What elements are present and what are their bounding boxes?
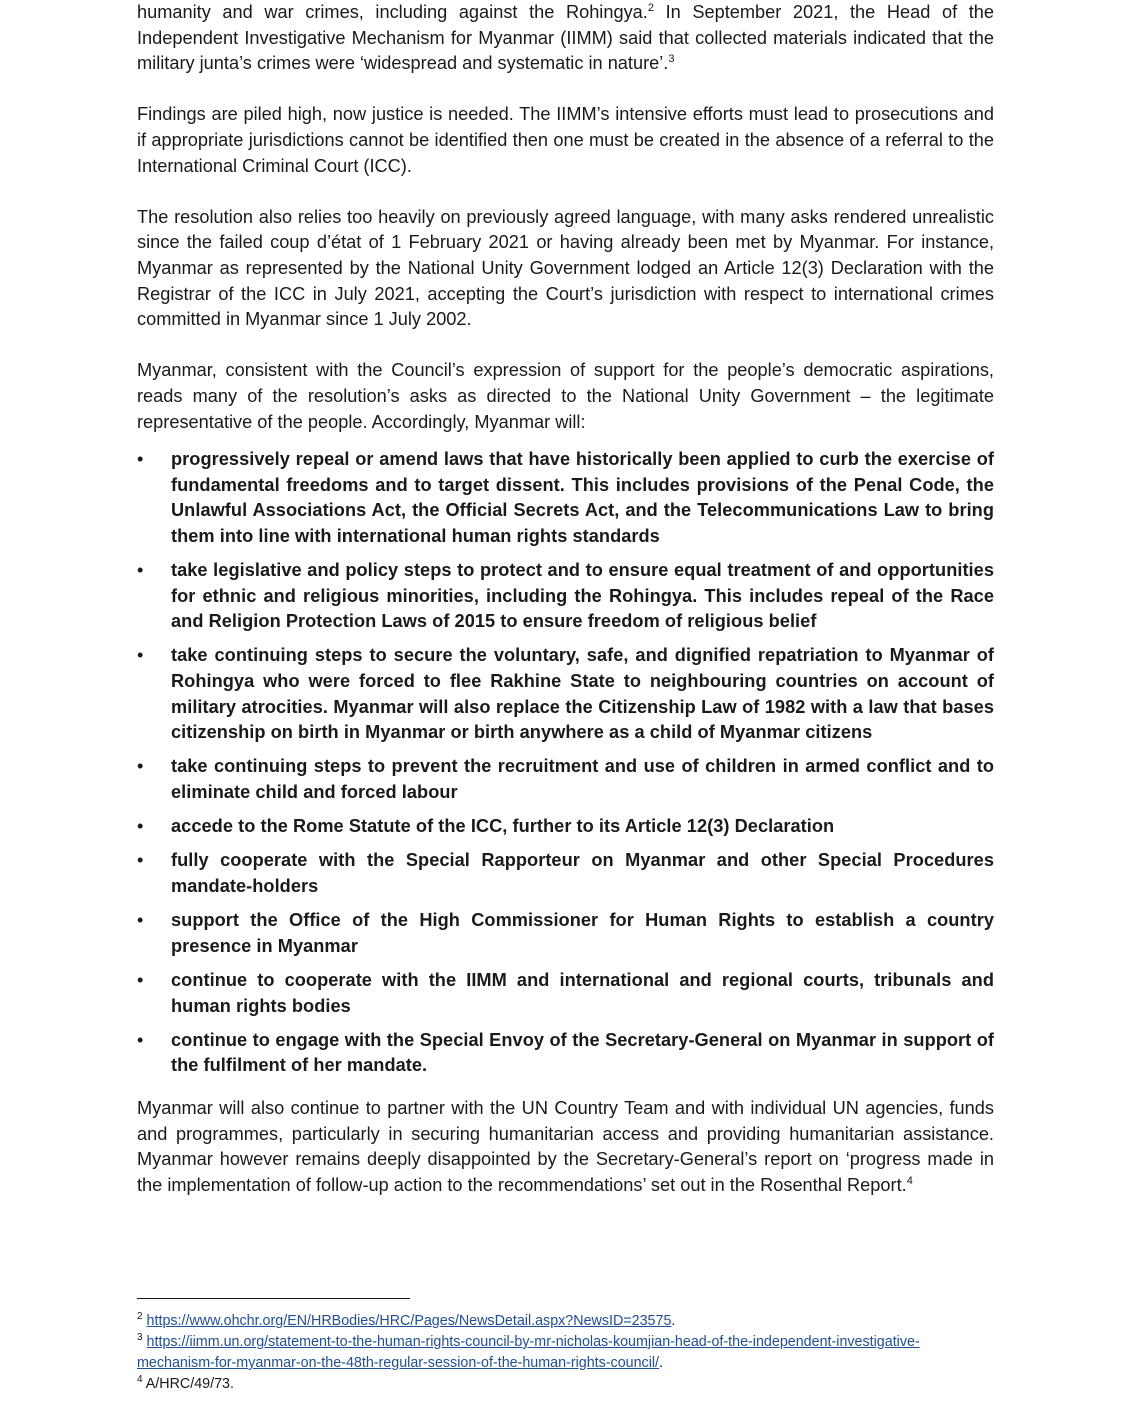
- paragraph-3: The resolution also relies too heavily on previously agreed language, with many asks rendered unrealistic since the failed coup d’état of 1 February 2021 or having already been met by Myanmar. For instance, Myanmar as represented by the National Unity Government lodged an Article 12(3) Declaration with the Registrar of the ICC in July 2021, accepting the Court’s jurisdiction with respect to international crimes committed in Myanmar since 1 July 2002.: [137, 206, 994, 330]
- list-item: [137, 848, 994, 899]
- bullet-icon: •: [137, 1029, 144, 1050]
- list-item: [137, 754, 994, 805]
- list-item: [137, 643, 994, 745]
- list-item-text: support the Office of the High Commissioner for Human Rights to establish a country presence in Myanmar: [171, 910, 994, 956]
- footnotes: [137, 1298, 997, 1395]
- list-item: [137, 908, 994, 959]
- list-item: [137, 447, 994, 549]
- list-item: [137, 558, 994, 635]
- list-item-text: accede to the Rome Statute of the ICC, further to its Article 12(3) Declaration: [171, 816, 835, 837]
- footnote-divider: [137, 1298, 410, 1299]
- paragraph-2: Findings are piled high, now justice is needed. The IIMM’s intensive efforts must lead to prosecutions and if appropriate jurisdictions cannot be identified then one must be created in the absence of a referral to the International Criminal Court (ICC).: [137, 104, 994, 176]
- bullet-icon: •: [137, 560, 144, 581]
- list-item: [137, 968, 994, 1019]
- footnote-number: 2: [137, 1311, 143, 1323]
- asks-list: [137, 447, 994, 1079]
- footnote-3-link[interactable]: https://iimm.un.org/statement-to-the-human-rights-council-by-mr-nicholas-koumjian-head-of-the-independent-investigative-mechanism-for-myanmar-on-the-48th-regular-session-of-the-human-rights-council/: [137, 1334, 920, 1371]
- footnote-2-tail: .: [671, 1313, 676, 1329]
- list-item-text: continue to cooperate with the IIMM and international and regional courts, tribunals and human rights bodies: [171, 969, 994, 1016]
- footnote-4-text: A/HRC/49/73.: [145, 1376, 234, 1392]
- list-item-text: take legislative and policy steps to protect and to ensure equal treatment of and opportunities for ethnic and religious minorities, including the Rohingya. This includes repeal of the Race and Religion Protection Laws of 2015 to ensure freedom of religious belief: [171, 560, 994, 632]
- paragraph-5: [137, 1096, 994, 1198]
- footnote-2: [137, 1311, 997, 1332]
- paragraph-1: [137, 0, 994, 77]
- list-item-text: continue to engage with the Special Envoy of the Secretary-General on Myanmar in support of the fulfilment of her mandate.: [171, 1029, 994, 1076]
- list-item-text: fully cooperate with the Special Rapporteur on Myanmar and other Special Procedures mandate-holders: [171, 850, 994, 896]
- footnote-4: [137, 1374, 997, 1395]
- footnote-number: 4: [137, 1374, 143, 1386]
- list-item-text: progressively repeal or amend laws that have historically been applied to curb the exercise of fundamental freedoms and to target dissent. This includes provisions of the Penal Code, the Unlawful Associations Act, the Official Secrets Act, and the Telecommunications Law to bring them into line with international human rights standards: [171, 449, 994, 546]
- list-item: [137, 814, 994, 840]
- footnote-2-link[interactable]: https://www.ohchr.org/EN/HRBodies/HRC/Pages/NewsDetail.aspx?NewsID=23575: [146, 1313, 672, 1329]
- bullet-icon: •: [137, 449, 144, 470]
- bullet-icon: •: [137, 816, 144, 837]
- footnote-number: 3: [137, 1332, 143, 1344]
- footnote-ref-4: 4: [906, 1174, 913, 1187]
- bullet-icon: •: [137, 850, 144, 871]
- footnote-ref-2: 2: [647, 1, 654, 14]
- paragraph-1-text: humanity and war crimes, including against the Rohingya.: [137, 2, 648, 22]
- bullet-icon: •: [137, 645, 144, 666]
- body-text: [137, 0, 994, 1198]
- paragraph-4: Myanmar, consistent with the Council’s expression of support for the people’s democratic aspirations, reads many of the resolution’s asks as directed to the National Unity Government – the legitimate representative of the people. Accordingly, Myanmar will:: [137, 360, 994, 432]
- footnote-ref-3: 3: [668, 53, 675, 66]
- list-item-text: take continuing steps to secure the voluntary, safe, and dignified repatriation to Myanmar of Rohingya who were forced to flee Rakhine State to neighbouring countries on account of military atrocities. Myanmar will also replace the Citizenship Law of 1982 with a law that bases citizenship on birth in Myanmar or birth anywhere as a child of Myanmar citizens: [171, 645, 994, 743]
- paragraph-5-text: Myanmar will also continue to partner with the UN Country Team and with individual UN agencies, funds and programmes, particularly in securing humanitarian access and providing humanitarian assistance. Myanmar however remains deeply disappointed by the Secretary-General’s report on ‘progress made in the implementation of follow-up action to the recommendations’ set out in the Rosenthal Report.: [137, 1097, 994, 1195]
- bullet-icon: •: [137, 756, 144, 777]
- bullet-icon: •: [137, 969, 144, 990]
- list-item: [137, 1028, 994, 1079]
- footnote-3-tail: .: [659, 1355, 664, 1371]
- footnote-3: [137, 1332, 997, 1374]
- bullet-icon: •: [137, 910, 144, 931]
- paragraph-1-text-2: In September 2021, the Head of the Independent Investigative Mechanism for Myanmar (IIMM) said that collected materials indicated that the military junta’s crimes were ‘widespread and systematic in nature’.: [137, 2, 994, 74]
- list-item-text: take continuing steps to prevent the recruitment and use of children in armed conflict and to eliminate child and forced labour: [171, 756, 994, 802]
